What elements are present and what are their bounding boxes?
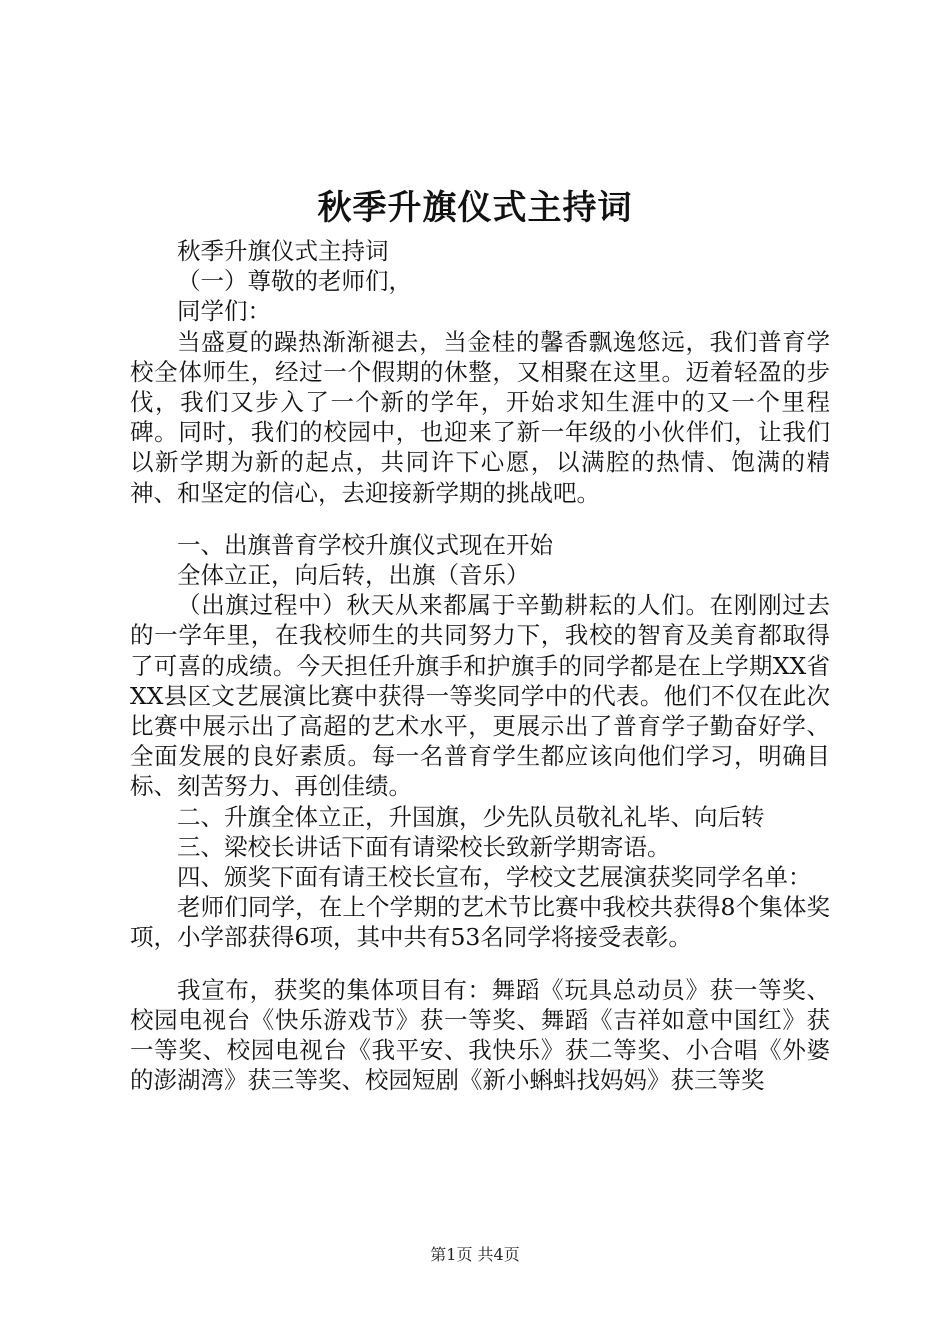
paragraph-spacer <box>130 953 830 975</box>
page-footer: 第1页 共4页 <box>430 1245 520 1264</box>
awards-list-paragraph: 我宣布，获奖的集体项目有：舞蹈《玩具总动员》获一等奖、校园电视台《快乐游戏节》获一等奖、舞蹈《吉祥如意中国红》获一等奖、校园电视台《我平安、我快乐》获二等奖、小合唱《外婆的澎湖湾》获三等奖、校园短剧《新小蝌蚪找妈妈》获三等奖 <box>130 975 830 1095</box>
flag-process-paragraph: （出旗过程中）秋天从来都属于辛勤耕耘的人们。在刚刚过去的一学年里，在我校师生的共同努力下，我校的智育及美育都取得了可喜的成绩。今天担任升旗手和护旗手的同学都是在上学期XX省XX县区文艺展演比赛中获得一等奖同学中的代表。他们不仅在此次比赛中展示出了高超的艺术水平，更展示出了普育学子勤奋好学、全面发展的良好素质。每一名普育学生都应该向他们学习，明确目标、刻苦努力、再创佳绩。 <box>130 591 830 801</box>
document-title: 秋季升旗仪式主持词 <box>317 188 633 228</box>
awards-summary-paragraph: 老师们同学，在上个学期的艺术节比赛中我校共获得8个集体奖项，小学部获得6项，其中共有53名同学将接受表彰。 <box>130 893 830 952</box>
greeting-students: 同学们： <box>177 297 271 326</box>
flag-instruction: 全体立正，向后转，出旗（音乐） <box>177 561 530 590</box>
document-body <box>130 236 830 1095</box>
section-two-heading: 二、升旗全体立正，升国旗，少先队员敬礼礼毕、向后转 <box>177 802 765 831</box>
subtitle-paragraph: 秋季升旗仪式主持词 <box>177 237 389 265</box>
opening-paragraph: 当盛夏的躁热渐渐褪去，当金桂的馨香飘逸悠远，我们普育学校全体师生，经过一个假期的休整，又相聚在这里。迈着轻盈的步伐，我们又步入了一个新的学年，开始求知生涯中的又一个里程碑。同时，我们的校园中，也迎来了新一年级的小伙伴们，让我们以新学期为新的起点，共同许下心愿，以满腔的热情、饱满的精神、和坚定的信心，去迎接新学期的挑战吧。 <box>130 327 830 507</box>
paragraph-spacer <box>130 508 830 530</box>
section-one-heading: 一、出旗普育学校升旗仪式现在开始 <box>177 530 553 559</box>
section-four-heading: 四、颁奖下面有请王校长宣布，学校文艺展演获奖同学名单： <box>177 863 812 892</box>
greeting-teachers: （一）尊敬的老师们， <box>177 267 412 296</box>
section-three-heading: 三、梁校长讲话下面有请梁校长致新学期寄语。 <box>177 832 671 861</box>
